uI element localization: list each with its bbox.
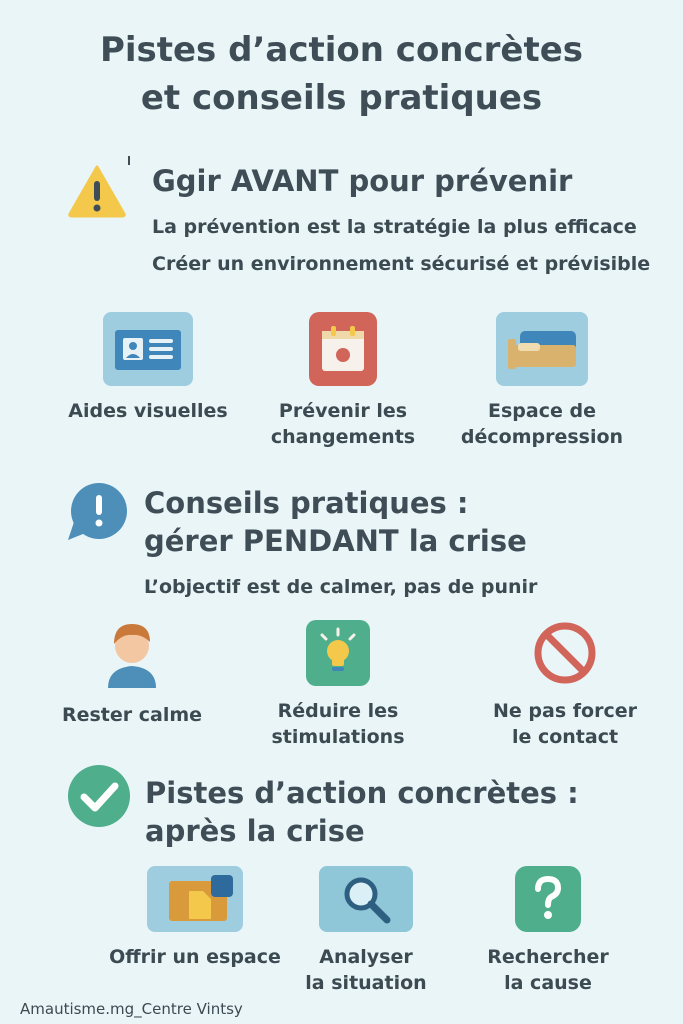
card-rester-calme xyxy=(32,618,232,728)
section-before-subtitle-1: La prévention est la stratégie la plus efficace xyxy=(152,216,637,238)
title-line-2: et conseils pratiques xyxy=(140,78,543,118)
speech-bubble-icon xyxy=(66,482,130,542)
person-icon xyxy=(97,618,167,690)
folder-icon xyxy=(147,866,243,932)
warning-icon xyxy=(68,164,126,218)
card-prevenir-changements xyxy=(243,312,443,450)
card-espace-decompression xyxy=(442,312,642,450)
card-label: Prévenir les changements xyxy=(270,400,416,448)
card-label: Analyser la situation xyxy=(305,946,427,994)
checkmark-icon xyxy=(67,764,131,828)
title-line-1: Pistes d’action concrètes xyxy=(99,30,584,70)
card-ne-pas-forcer-contact xyxy=(460,620,670,750)
section-before-title: Ggir AVANT pour prévenir xyxy=(152,164,573,198)
card-label: Espace de décompression xyxy=(460,400,624,448)
section-after-title-2: après la crise xyxy=(145,814,365,848)
question-icon xyxy=(515,866,581,932)
card-label: Rechercher la cause xyxy=(487,946,609,994)
bed-icon xyxy=(496,312,588,386)
page-title xyxy=(0,26,683,122)
section-during-title-1: Conseils pratiques : xyxy=(144,486,469,520)
card-reduire-stimulations xyxy=(238,620,438,750)
prohibited-icon xyxy=(532,620,598,686)
card-label: Aides visuelles xyxy=(68,400,228,422)
magnifier-icon xyxy=(319,866,413,932)
card-label: Ne pas forcer le contact xyxy=(493,700,637,748)
section-during-subtitle: L’objectif est de calmer, pas de punir xyxy=(144,576,538,598)
card-analyser-situation xyxy=(266,866,466,996)
card-rechercher-cause xyxy=(448,866,648,996)
id-card-icon xyxy=(103,312,193,386)
lightbulb-icon xyxy=(306,620,370,686)
card-label: Réduire les stimulations xyxy=(271,700,405,748)
card-label: Rester calme xyxy=(61,704,203,726)
card-label: Offrir un espace xyxy=(109,946,281,968)
section-during-title-2: gérer PENDANT la crise xyxy=(144,524,527,558)
calendar-icon xyxy=(309,312,377,386)
stray-mark xyxy=(128,156,130,165)
section-before-subtitle-2: Créer un environnement sécurisé et prévisible xyxy=(152,253,651,275)
card-aides-visuelles xyxy=(48,312,248,424)
section-after-title-1: Pistes d’action concrètes : xyxy=(145,776,579,810)
footer-credit: Amautisme.mg_Centre Vintsy xyxy=(20,1000,243,1018)
